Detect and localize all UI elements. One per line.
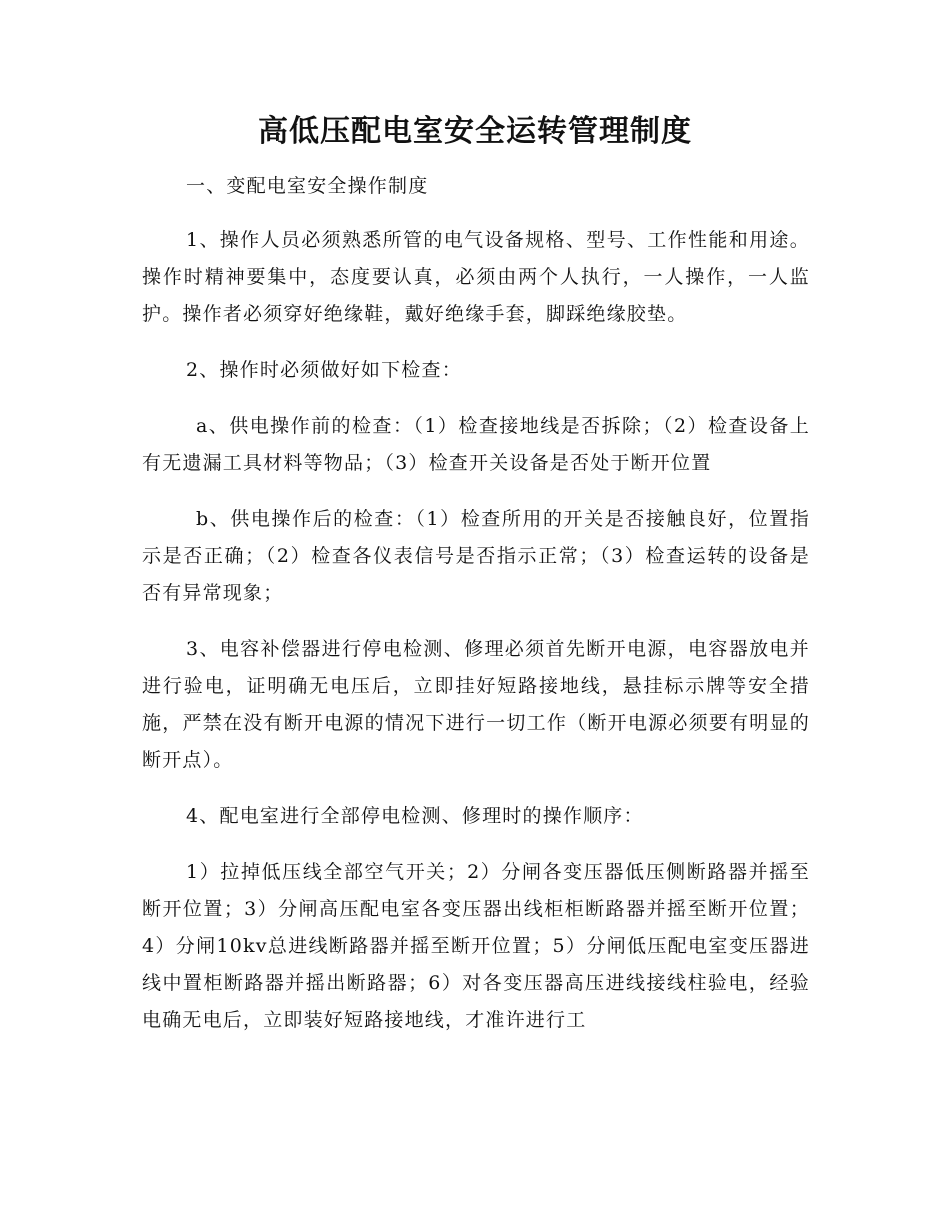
paragraph-outage-sequence-steps: 1）拉掉低压线全部空气开关；2）分闸各变压器低压侧断路器并摇至断开位置；3）分闸高压配电室各变压器出线柜柜断路器并摇至断开位置；4）分闸10kv总进线断路器并摇至断开位置；5）分闸低压配电室变压器进线中置柜断路器并摇出断路器；6）对各变压器高压进线接线柱验电，经验电确无电后，立即装好短路接地线，才准许进行工 <box>142 861 810 1031</box>
paragraph-checks-intro: 2、操作时必须做好如下检查： <box>186 359 462 381</box>
paragraph-pre-supply-checks: a、供电操作前的检查：（1）检查接地线是否拆除；（2）检查设备上有无遗漏工具材料等物品；（3）检查开关设备是否处于断开位置 <box>142 415 810 474</box>
paragraph-operator-requirements: 1、操作人员必须熟悉所管的电气设备规格、型号、工作性能和用途。操作时精神要集中，态度要认真，必须由两个人执行，一人操作，一人监护。操作者必须穿好绝缘鞋，戴好绝缘手套，脚踩绝缘胶垫。 <box>142 229 810 325</box>
paragraph-outage-sequence-intro: 4、配电室进行全部停电检测、修理时的操作顺序： <box>186 805 644 827</box>
document-body <box>142 168 810 1058</box>
section-heading: 一、变配电室安全操作制度 <box>186 175 429 197</box>
document-title: 高低压配电室安全运转管理制度 <box>258 114 692 149</box>
paragraph-capacitor-maintenance: 3、电容补偿器进行停电检测、修理必须首先断开电源，电容器放电并进行验电，证明确无电压后，立即挂好短路接地线，悬挂标示牌等安全措施，严禁在没有断开电源的情况下进行一切工作（断开电源必须要有明显的断开点）。 <box>142 638 810 771</box>
paragraph-post-supply-checks: b、供电操作后的检查：（1）检查所用的开关是否接触良好，位置指示是否正确；（2）检查各仪表信号是否指示正常；（3）检查运转的设备是否有异常现象； <box>142 508 810 604</box>
